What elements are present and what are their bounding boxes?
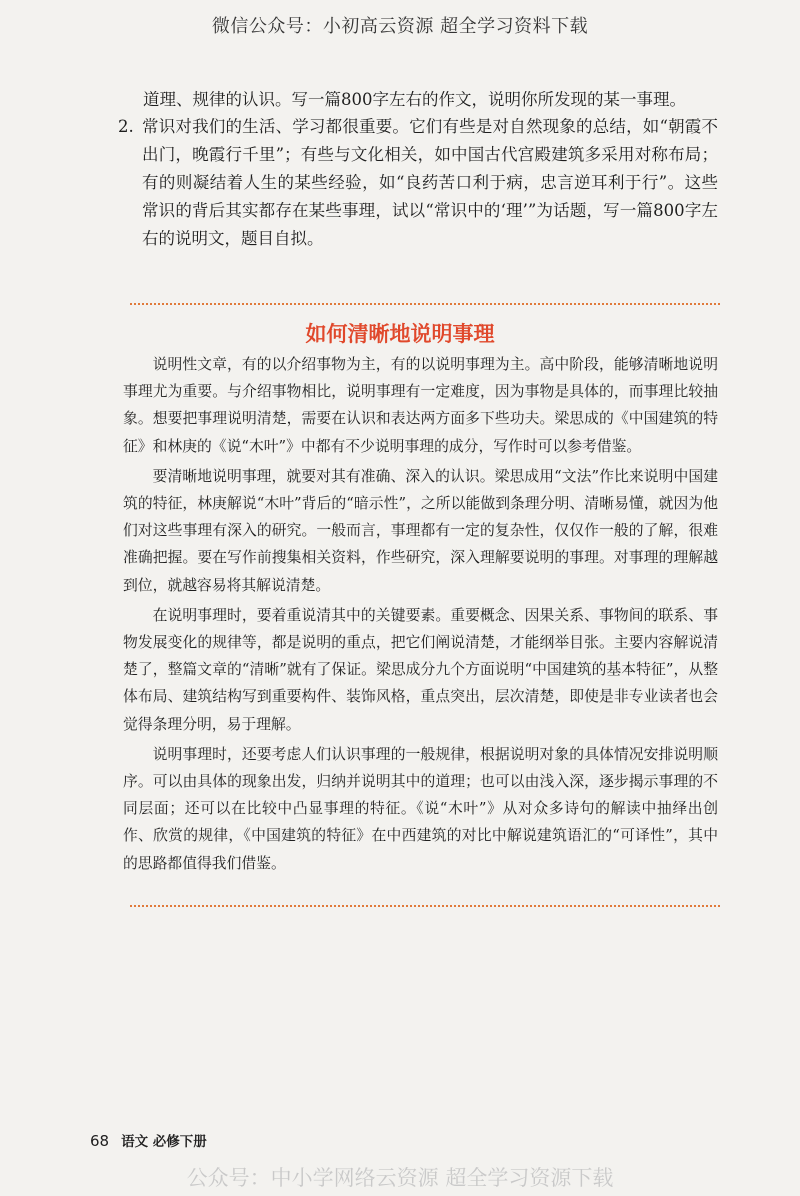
article-paragraph: 说明性文章，有的以介绍事物为主，有的以说明事理为主。高中阶段，能够清晰地说明事理尤为重要。与介绍事物相比，说明事理有一定难度，因为事物是具体的，而事理比较抽象。想要把事理说明清楚，需要在认识和表达两方面多下些功夫。梁思成的《中国建筑的特征》和林庚的《说“木叶”》中都有不少说明事理的成分，写作时可以参考借鉴。: [123, 356, 718, 455]
exercise-1-continued: 道理、规律的认识。写一篇800字左右的作文，说明你所发现的某一事理。: [143, 90, 686, 109]
exercise-item-2: [118, 113, 718, 253]
bottom-watermark: 公众号：中小学网络云资源 超全学习资源下载: [186, 1166, 614, 1190]
section-title: 如何清晰地说明事理: [305, 322, 495, 346]
page-footer: [90, 1130, 207, 1150]
page-number: 68: [90, 1132, 110, 1150]
article-paragraph: 在说明事理时，要着重说清其中的关键要素。重要概念、因果关系、事物间的联系、事物发展变化的规律等，都是说明的重点，把它们阐说清楚，才能纲举目张。主要内容解说清楚了，整篇文章的“清晰”就有了保证。梁思成分九个方面说明“中国建筑的基本特征”，从整体布局、建筑结构写到重要构件、装饰风格，重点突出，层次清楚，即使是非专业读者也会觉得条理分明，易于理解。: [123, 606, 718, 733]
exercise-number: 2.: [118, 117, 134, 136]
article-paragraph: 要清晰地说明事理，就要对其有准确、深入的认识。梁思成用“文法”作比来说明中国建筑的特征，林庚解说“木叶”背后的“暗示性”，之所以能做到条理分明、清晰易懂，就因为他们对这些事理有深入的研究。一般而言，事理都有一定的复杂性，仅仅作一般的了解，很难准确把握。要在写作前搜集相关资料，作些研究，深入理解要说明的事理。对事理的理解越到位，就越容易将其解说清楚。: [123, 467, 718, 594]
dotted-divider-bottom: [130, 905, 720, 907]
article-body: [123, 351, 718, 880]
dotted-divider-top: [130, 303, 720, 305]
exercise-text: 常识对我们的生活、学习都很重要。它们有些是对自然现象的总结，如“朝霞不出门，晚霞行千里”；有些与文化相关，如中国古代宫殿建筑多采用对称布局；有的则凝结着人生的某些经验，如“良药苦口利于病，忠言逆耳利于行”。这些常识的背后其实都存在某些事理，试以“常识中的‘理’”为话题，写一篇800字左右的说明文，题目自拟。: [142, 117, 718, 248]
article-paragraph: 说明事理时，还要考虑人们认识事理的一般规律，根据说明对象的具体情况安排说明顺序。可以由具体的现象出发，归纳并说明其中的道理；也可以由浅入深，逐步揭示事理的不同层面；还可以在比较中凸显事理的特征。《说“木叶”》从对众多诗句的解读中抽绎出创作、欣赏的规律，《中国建筑的特征》在中西建筑的对比中解说建筑语汇的“可译性”，其中的思路都值得我们借鉴。: [123, 745, 718, 872]
book-title: 语文 必修下册: [121, 1134, 207, 1150]
header-watermark: 微信公众号：小初高云资源 超全学习资料下载: [211, 16, 589, 37]
